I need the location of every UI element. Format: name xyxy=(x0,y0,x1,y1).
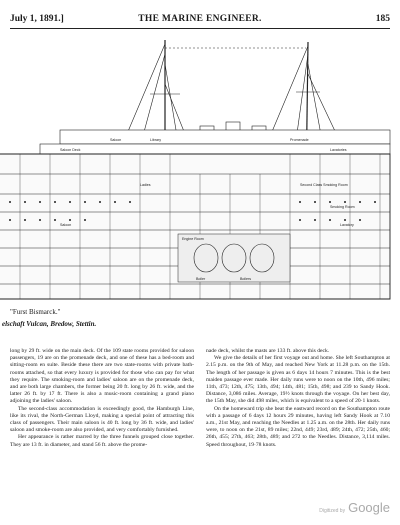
running-header xyxy=(10,14,390,28)
text-column-right xyxy=(206,348,390,449)
watermark-brand: Google xyxy=(348,500,390,515)
paragraph: long by 29 ft. wide on the main deck. Of the 109 state rooms provided for saloon passengers, 19 are on the promenade deck, and one of these has a bed-room and sitting-room en suite. Beside these there are two state-rooms with private bath-rooms attached, so that every luxury is provided for those who can pay for what they require. The smoking-room and ladies' saloon are on the promenade deck, and are both large chambers, the former being 20 ft. long by 26 ft. wide, and the latter 26 ft. by 17 ft. There is also a music-room containing a grand piano adjoining the ladies' saloon. xyxy=(10,348,194,405)
plate-label: Ladies xyxy=(140,183,151,187)
plate-label: Boiler xyxy=(196,277,206,281)
paragraph: We give the details of her first voyage out and home. She left Southampton at 2.15 p.m. on the 9th of May, and reached New York at 11.28 p.m. on the 15th. The length of her passage is given as 6 days 14 hours 7 minutes. This is the best maiden passage ever made. Her daily runs were to noon on the 10th, 496 miles; 11th, 473; 12th, 475; 13th, 494; 14th, 481; 15th, 498; and 239 to Sandy Hook. Distance, 3,086 miles. Average, 19½ knots through the voyage. On her best day, the 15th May, she did 498 miles, which is equivalent to a speed of 20·1 knots. xyxy=(206,355,390,405)
plate-label: Engine Room xyxy=(182,237,204,241)
plate-caption-builder: elschaft Vulcan, Bredow, Stettin. xyxy=(2,320,97,328)
paragraph: On the homeward trip she beat the eastward record on the Southampton route with a passage of 6 days 12 hours 29 minutes, having left Sandy Hook at 7.10 a.m., 21st May, and reaching the Needles at 1.25 a.m. on the 28th. Her daily runs were, to noon on the 21st, 89 miles; 22nd, 449; 23rd, 489; 24th, 472; 25th, 460; 26th, 455; 27th, 463; 28th, 489; and 272 to the Needles. Distance, 3,114 miles. Speed throughout, 19·78 knots. xyxy=(206,405,390,448)
publication-title: THE MARINE ENGINEER. xyxy=(138,14,262,24)
plate-label: Lavatory xyxy=(340,223,354,227)
paragraph: nade deck, whilst the masts are 133 ft. above this deck. xyxy=(206,348,330,354)
plate-label: Library xyxy=(150,138,161,142)
watermark-prefix: Digitized by xyxy=(319,508,346,514)
page-number: 185 xyxy=(375,14,390,24)
issue-date: July 1, 1891.] xyxy=(10,14,64,24)
paragraph: Her appearance is rather marred by the three funnels grouped close together. They are 13 ft. in diameter, and stand 56 ft. above the prome- xyxy=(10,434,194,448)
header-rule xyxy=(10,28,390,29)
text-column-left xyxy=(10,348,194,449)
plate-label: Smoking Room xyxy=(330,205,355,209)
plate-label: Promenade xyxy=(290,138,309,142)
plate-label: Lavatories xyxy=(330,148,347,152)
plate-label: Second Class Smoking Room xyxy=(300,183,348,187)
plate-caption-ship-name: "Furst Bismarck." xyxy=(10,308,61,316)
plate-label: Boilers xyxy=(240,277,251,281)
plate-label: Saloon xyxy=(110,138,122,142)
ship-plan-drawing xyxy=(0,34,400,304)
plate-label: Saloon Deck xyxy=(60,148,81,152)
ship-plan-illustration xyxy=(0,34,400,304)
plate-label: Saloon xyxy=(60,223,72,227)
paragraph: The second-class accommodation is exceedingly good, the Hamburgh Line, like its rival, the North-German Lloyd, making a special point of attracting this class of passengers. Their main saloon is 40 ft. long by 36 ft. wide, and ladies' saloon and smoke-room are also provided, and very comfortably furnished. xyxy=(10,405,194,434)
digitization-watermark xyxy=(319,499,390,517)
